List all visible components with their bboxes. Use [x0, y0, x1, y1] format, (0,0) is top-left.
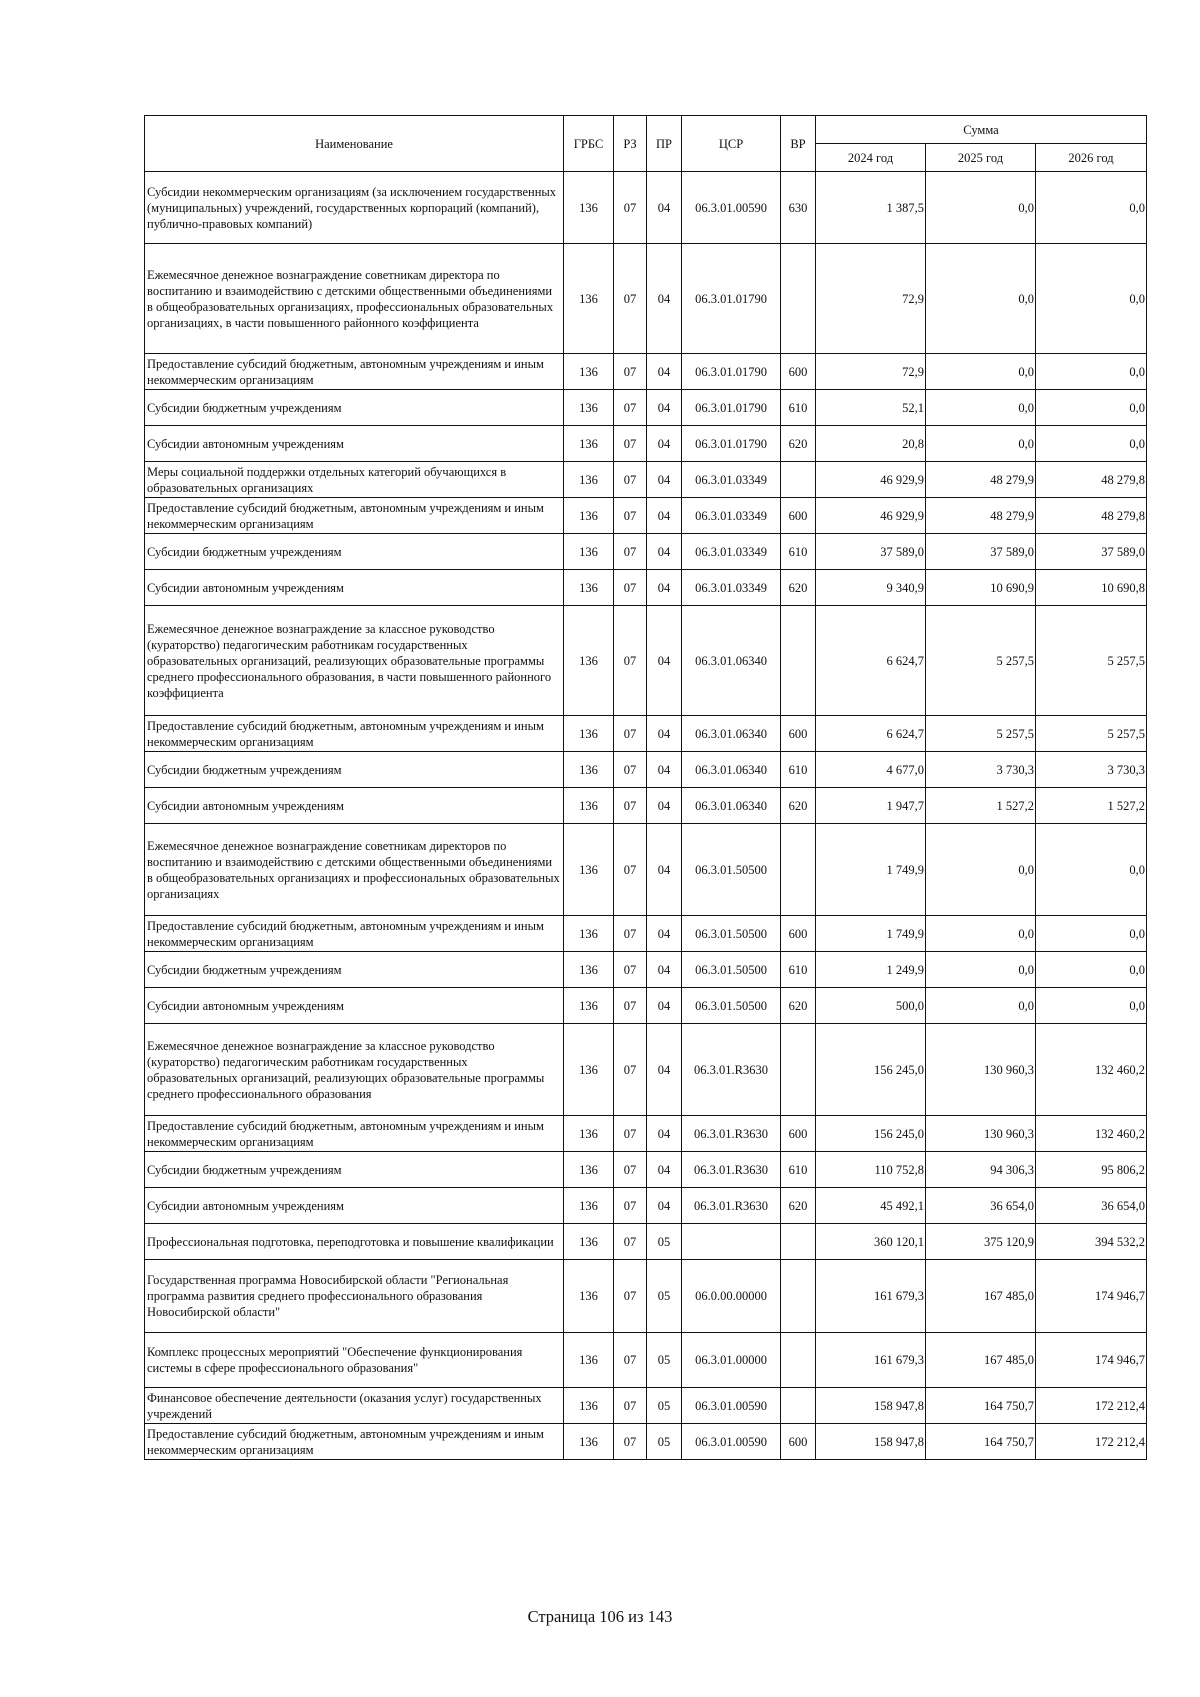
row-rz: 07	[614, 1116, 647, 1152]
table-body	[145, 172, 1147, 1460]
row-sum-2026: 0,0	[1036, 952, 1147, 988]
row-sum-2025: 0,0	[926, 916, 1036, 952]
row-grbs: 136	[564, 244, 614, 354]
table-row	[145, 534, 1147, 570]
row-sum-2024: 52,1	[816, 390, 926, 426]
row-csr: 06.3.01.01790	[682, 354, 781, 390]
row-sum-2025: 48 279,9	[926, 462, 1036, 498]
row-pr: 04	[647, 1116, 682, 1152]
row-grbs: 136	[564, 1024, 614, 1116]
row-sum-2026: 95 806,2	[1036, 1152, 1147, 1188]
row-vr	[781, 1024, 816, 1116]
header-vr: ВР	[781, 116, 816, 172]
row-rz: 07	[614, 952, 647, 988]
row-name: Предоставление субсидий бюджетным, автономным учреждениям и иным некоммерческим организациям	[145, 354, 564, 390]
row-rz: 07	[614, 172, 647, 244]
row-rz: 07	[614, 988, 647, 1024]
header-csr: ЦСР	[682, 116, 781, 172]
row-sum-2025: 0,0	[926, 824, 1036, 916]
row-grbs: 136	[564, 916, 614, 952]
row-pr: 04	[647, 916, 682, 952]
table-row	[145, 988, 1147, 1024]
row-sum-2025: 130 960,3	[926, 1024, 1036, 1116]
row-rz: 07	[614, 1188, 647, 1224]
header-grbs: ГРБС	[564, 116, 614, 172]
row-grbs: 136	[564, 716, 614, 752]
row-rz: 07	[614, 534, 647, 570]
row-csr: 06.3.01.R3630	[682, 1116, 781, 1152]
row-sum-2024: 1 387,5	[816, 172, 926, 244]
row-sum-2026: 394 532,2	[1036, 1224, 1147, 1260]
row-csr: 06.3.01.50500	[682, 916, 781, 952]
row-name: Субсидии некоммерческим организациям (за исключением государственных (муниципальных) учреждений, государственных корпораций (компаний), публично-правовых компаний)	[145, 172, 564, 244]
table-row	[145, 1424, 1147, 1460]
row-grbs: 136	[564, 1260, 614, 1333]
row-csr: 06.3.01.06340	[682, 716, 781, 752]
row-sum-2024: 158 947,8	[816, 1388, 926, 1424]
header-2026: 2026 год	[1036, 144, 1147, 172]
row-csr: 06.3.01.50500	[682, 952, 781, 988]
row-rz: 07	[614, 1424, 647, 1460]
row-grbs: 136	[564, 752, 614, 788]
table-row	[145, 606, 1147, 716]
row-csr	[682, 1224, 781, 1260]
row-grbs: 136	[564, 606, 614, 716]
row-csr: 06.3.01.03349	[682, 534, 781, 570]
row-csr: 06.3.01.01790	[682, 426, 781, 462]
table-row	[145, 1333, 1147, 1388]
row-sum-2024: 110 752,8	[816, 1152, 926, 1188]
row-rz: 07	[614, 1224, 647, 1260]
row-grbs: 136	[564, 462, 614, 498]
row-grbs: 136	[564, 1424, 614, 1460]
row-sum-2025: 94 306,3	[926, 1152, 1036, 1188]
row-sum-2026: 37 589,0	[1036, 534, 1147, 570]
row-sum-2025: 0,0	[926, 426, 1036, 462]
row-rz: 07	[614, 916, 647, 952]
table-header	[145, 116, 1147, 172]
row-sum-2025: 167 485,0	[926, 1333, 1036, 1388]
row-vr	[781, 606, 816, 716]
row-name: Финансовое обеспечение деятельности (оказания услуг) государственных учреждений	[145, 1388, 564, 1424]
row-grbs: 136	[564, 426, 614, 462]
row-sum-2025: 0,0	[926, 244, 1036, 354]
row-csr: 06.3.01.50500	[682, 988, 781, 1024]
row-grbs: 136	[564, 1388, 614, 1424]
row-sum-2024: 9 340,9	[816, 570, 926, 606]
row-sum-2026: 0,0	[1036, 172, 1147, 244]
row-rz: 07	[614, 824, 647, 916]
row-pr: 04	[647, 244, 682, 354]
row-grbs: 136	[564, 172, 614, 244]
row-sum-2024: 72,9	[816, 244, 926, 354]
row-csr: 06.3.01.R3630	[682, 1024, 781, 1116]
row-pr: 04	[647, 172, 682, 244]
row-rz: 07	[614, 1388, 647, 1424]
row-csr: 06.3.01.03349	[682, 462, 781, 498]
row-vr	[781, 1224, 816, 1260]
row-pr: 04	[647, 952, 682, 988]
row-name: Предоставление субсидий бюджетным, автономным учреждениям и иным некоммерческим организациям	[145, 716, 564, 752]
row-sum-2024: 1 749,9	[816, 916, 926, 952]
row-sum-2025: 0,0	[926, 988, 1036, 1024]
row-sum-2025: 1 527,2	[926, 788, 1036, 824]
page-number: Страница 106 из 143	[527, 1607, 673, 1626]
row-name: Субсидии автономным учреждениям	[145, 1188, 564, 1224]
row-sum-2026: 0,0	[1036, 354, 1147, 390]
row-name: Субсидии бюджетным учреждениям	[145, 534, 564, 570]
row-sum-2025: 375 120,9	[926, 1224, 1036, 1260]
row-name: Ежемесячное денежное вознаграждение за классное руководство (кураторство) педагогическим работникам государственных образовательных организаций, реализующих образовательные программы среднего профессионального образования	[145, 1024, 564, 1116]
row-sum-2025: 0,0	[926, 354, 1036, 390]
row-grbs: 136	[564, 1116, 614, 1152]
row-sum-2024: 1 947,7	[816, 788, 926, 824]
row-pr: 04	[647, 988, 682, 1024]
row-name: Ежемесячное денежное вознаграждение за классное руководство (кураторство) педагогическим работникам государственных образовательных организаций, реализующих образовательные программы среднего профессионального образования, в части повышенного районного коэффициента	[145, 606, 564, 716]
row-vr	[781, 1388, 816, 1424]
row-vr: 620	[781, 570, 816, 606]
row-rz: 07	[614, 462, 647, 498]
row-rz: 07	[614, 716, 647, 752]
row-sum-2024: 45 492,1	[816, 1188, 926, 1224]
row-sum-2024: 1 249,9	[816, 952, 926, 988]
row-rz: 07	[614, 426, 647, 462]
row-csr: 06.3.01.01790	[682, 390, 781, 426]
row-pr: 04	[647, 390, 682, 426]
row-pr: 05	[647, 1333, 682, 1388]
row-grbs: 136	[564, 1333, 614, 1388]
row-csr: 06.3.01.06340	[682, 788, 781, 824]
row-name: Предоставление субсидий бюджетным, автономным учреждениям и иным некоммерческим организациям	[145, 1116, 564, 1152]
row-vr: 610	[781, 752, 816, 788]
row-pr: 04	[647, 716, 682, 752]
row-sum-2026: 3 730,3	[1036, 752, 1147, 788]
row-csr: 06.3.01.R3630	[682, 1188, 781, 1224]
row-sum-2026: 0,0	[1036, 390, 1147, 426]
row-rz: 07	[614, 1333, 647, 1388]
row-sum-2026: 172 212,4	[1036, 1388, 1147, 1424]
row-sum-2025: 5 257,5	[926, 716, 1036, 752]
row-csr: 06.3.01.03349	[682, 498, 781, 534]
row-sum-2026: 132 460,2	[1036, 1024, 1147, 1116]
table-row	[145, 952, 1147, 988]
row-vr	[781, 824, 816, 916]
row-sum-2026: 174 946,7	[1036, 1260, 1147, 1333]
header-2024: 2024 год	[816, 144, 926, 172]
row-pr: 04	[647, 606, 682, 716]
row-csr: 06.3.01.00590	[682, 1388, 781, 1424]
row-sum-2024: 46 929,9	[816, 498, 926, 534]
row-csr: 06.3.01.00000	[682, 1333, 781, 1388]
row-grbs: 136	[564, 570, 614, 606]
row-rz: 07	[614, 788, 647, 824]
row-vr: 620	[781, 788, 816, 824]
row-rz: 07	[614, 1152, 647, 1188]
row-sum-2026: 174 946,7	[1036, 1333, 1147, 1388]
row-vr: 600	[781, 716, 816, 752]
table-row	[145, 1188, 1147, 1224]
row-pr: 04	[647, 1188, 682, 1224]
row-sum-2026: 0,0	[1036, 916, 1147, 952]
table-row	[145, 498, 1147, 534]
row-csr: 06.3.01.00590	[682, 172, 781, 244]
row-sum-2024: 6 624,7	[816, 606, 926, 716]
row-grbs: 136	[564, 498, 614, 534]
row-sum-2025: 3 730,3	[926, 752, 1036, 788]
table-row	[145, 426, 1147, 462]
row-sum-2025: 0,0	[926, 390, 1036, 426]
row-vr: 600	[781, 1116, 816, 1152]
row-pr: 05	[647, 1260, 682, 1333]
row-vr	[781, 244, 816, 354]
row-pr: 04	[647, 426, 682, 462]
row-grbs: 136	[564, 1152, 614, 1188]
row-sum-2026: 5 257,5	[1036, 716, 1147, 752]
row-sum-2024: 161 679,3	[816, 1260, 926, 1333]
row-vr: 620	[781, 426, 816, 462]
row-sum-2025: 0,0	[926, 952, 1036, 988]
row-sum-2024: 4 677,0	[816, 752, 926, 788]
row-sum-2025: 37 589,0	[926, 534, 1036, 570]
row-sum-2025: 48 279,9	[926, 498, 1036, 534]
row-csr: 06.3.01.03349	[682, 570, 781, 606]
table-row	[145, 916, 1147, 952]
row-sum-2024: 37 589,0	[816, 534, 926, 570]
header-pr: ПР	[647, 116, 682, 172]
row-sum-2024: 1 749,9	[816, 824, 926, 916]
row-sum-2024: 161 679,3	[816, 1333, 926, 1388]
row-vr: 620	[781, 988, 816, 1024]
row-pr: 04	[647, 462, 682, 498]
row-rz: 07	[614, 244, 647, 354]
row-pr: 05	[647, 1224, 682, 1260]
row-name: Предоставление субсидий бюджетным, автономным учреждениям и иным некоммерческим организациям	[145, 498, 564, 534]
row-name: Субсидии бюджетным учреждениям	[145, 1152, 564, 1188]
table-row	[145, 788, 1147, 824]
row-csr: 06.3.01.06340	[682, 606, 781, 716]
row-csr: 06.3.01.50500	[682, 824, 781, 916]
row-sum-2026: 5 257,5	[1036, 606, 1147, 716]
row-sum-2026: 48 279,8	[1036, 462, 1147, 498]
row-sum-2026: 0,0	[1036, 824, 1147, 916]
header-sum: Сумма	[816, 116, 1147, 144]
row-csr: 06.0.00.00000	[682, 1260, 781, 1333]
row-pr: 04	[647, 1152, 682, 1188]
table-row	[145, 824, 1147, 916]
table-row	[145, 1024, 1147, 1116]
row-grbs: 136	[564, 1224, 614, 1260]
row-grbs: 136	[564, 354, 614, 390]
row-name: Субсидии бюджетным учреждениям	[145, 952, 564, 988]
row-sum-2025: 164 750,7	[926, 1424, 1036, 1460]
row-sum-2024: 156 245,0	[816, 1116, 926, 1152]
row-rz: 07	[614, 498, 647, 534]
table-row	[145, 390, 1147, 426]
row-sum-2024: 20,8	[816, 426, 926, 462]
row-name: Субсидии автономным учреждениям	[145, 988, 564, 1024]
row-sum-2025: 164 750,7	[926, 1388, 1036, 1424]
row-rz: 07	[614, 390, 647, 426]
row-sum-2026: 0,0	[1036, 244, 1147, 354]
row-sum-2025: 36 654,0	[926, 1188, 1036, 1224]
row-pr: 04	[647, 570, 682, 606]
row-sum-2026: 132 460,2	[1036, 1116, 1147, 1152]
row-sum-2024: 46 929,9	[816, 462, 926, 498]
row-name: Субсидии автономным учреждениям	[145, 570, 564, 606]
row-grbs: 136	[564, 788, 614, 824]
row-name: Предоставление субсидий бюджетным, автономным учреждениям и иным некоммерческим организациям	[145, 1424, 564, 1460]
row-sum-2026: 36 654,0	[1036, 1188, 1147, 1224]
row-sum-2026: 172 212,4	[1036, 1424, 1147, 1460]
row-name: Субсидии автономным учреждениям	[145, 426, 564, 462]
table-row	[145, 752, 1147, 788]
row-vr: 610	[781, 952, 816, 988]
row-vr	[781, 1333, 816, 1388]
table-row	[145, 172, 1147, 244]
row-rz: 07	[614, 1260, 647, 1333]
row-pr: 04	[647, 354, 682, 390]
row-name: Профессиональная подготовка, переподготовка и повышение квалификации	[145, 1224, 564, 1260]
row-name: Меры социальной поддержки отдельных категорий обучающихся в образовательных организациях	[145, 462, 564, 498]
row-vr: 630	[781, 172, 816, 244]
row-vr: 610	[781, 1152, 816, 1188]
row-vr	[781, 462, 816, 498]
row-pr: 04	[647, 752, 682, 788]
row-pr: 04	[647, 788, 682, 824]
row-pr: 04	[647, 824, 682, 916]
row-sum-2024: 156 245,0	[816, 1024, 926, 1116]
row-grbs: 136	[564, 390, 614, 426]
row-vr: 620	[781, 1188, 816, 1224]
row-sum-2024: 500,0	[816, 988, 926, 1024]
table-row	[145, 244, 1147, 354]
row-vr: 610	[781, 390, 816, 426]
row-rz: 07	[614, 606, 647, 716]
row-pr: 04	[647, 498, 682, 534]
row-name: Субсидии бюджетным учреждениям	[145, 752, 564, 788]
row-rz: 07	[614, 1024, 647, 1116]
row-vr: 600	[781, 1424, 816, 1460]
table-row	[145, 570, 1147, 606]
row-sum-2024: 72,9	[816, 354, 926, 390]
row-pr: 05	[647, 1388, 682, 1424]
row-vr: 600	[781, 916, 816, 952]
header-2025: 2025 год	[926, 144, 1036, 172]
row-sum-2026: 48 279,8	[1036, 498, 1147, 534]
row-grbs: 136	[564, 988, 614, 1024]
row-grbs: 136	[564, 952, 614, 988]
row-sum-2024: 158 947,8	[816, 1424, 926, 1460]
row-pr: 04	[647, 534, 682, 570]
row-rz: 07	[614, 752, 647, 788]
table-row	[145, 1116, 1147, 1152]
row-vr: 600	[781, 498, 816, 534]
table-row	[145, 1224, 1147, 1260]
row-name: Предоставление субсидий бюджетным, автономным учреждениям и иным некоммерческим организациям	[145, 916, 564, 952]
row-csr: 06.3.01.R3630	[682, 1152, 781, 1188]
row-name: Ежемесячное денежное вознаграждение советникам директоров по воспитанию и взаимодействию с детскими общественными объединениями в общеобразовательных организациях и профессиональных образовательных организациях	[145, 824, 564, 916]
row-rz: 07	[614, 354, 647, 390]
row-sum-2026: 0,0	[1036, 426, 1147, 462]
table-row	[145, 354, 1147, 390]
header-rz: РЗ	[614, 116, 647, 172]
budget-table	[144, 115, 1147, 1460]
row-sum-2025: 5 257,5	[926, 606, 1036, 716]
row-rz: 07	[614, 570, 647, 606]
row-grbs: 136	[564, 824, 614, 916]
row-name: Субсидии автономным учреждениям	[145, 788, 564, 824]
table-row	[145, 1152, 1147, 1188]
row-sum-2025: 130 960,3	[926, 1116, 1036, 1152]
row-vr: 600	[781, 354, 816, 390]
table-row	[145, 716, 1147, 752]
row-vr	[781, 1260, 816, 1333]
row-vr: 610	[781, 534, 816, 570]
table-row	[145, 1388, 1147, 1424]
row-pr: 04	[647, 1024, 682, 1116]
row-sum-2026: 0,0	[1036, 988, 1147, 1024]
row-sum-2026: 1 527,2	[1036, 788, 1147, 824]
row-pr: 05	[647, 1424, 682, 1460]
row-sum-2024: 360 120,1	[816, 1224, 926, 1260]
row-grbs: 136	[564, 534, 614, 570]
row-csr: 06.3.01.00590	[682, 1424, 781, 1460]
table-row	[145, 462, 1147, 498]
row-sum-2025: 167 485,0	[926, 1260, 1036, 1333]
table-row	[145, 1260, 1147, 1333]
header-name: Наименование	[145, 116, 564, 172]
row-sum-2025: 10 690,9	[926, 570, 1036, 606]
row-csr: 06.3.01.06340	[682, 752, 781, 788]
row-sum-2025: 0,0	[926, 172, 1036, 244]
row-sum-2024: 6 624,7	[816, 716, 926, 752]
row-name: Субсидии бюджетным учреждениям	[145, 390, 564, 426]
row-csr: 06.3.01.01790	[682, 244, 781, 354]
row-name: Государственная программа Новосибирской области "Региональная программа развития среднего профессионального образования Новосибирской области"	[145, 1260, 564, 1333]
row-name: Ежемесячное денежное вознаграждение советникам директора по воспитанию и взаимодействию с детскими общественными объединениями в общеобразовательных организациях, профессиональных образовательных организациях, в части повышенного районного коэффициента	[145, 244, 564, 354]
row-name: Комплекс процессных мероприятий "Обеспечение функционирования системы в сфере профессионального образования"	[145, 1333, 564, 1388]
row-sum-2026: 10 690,8	[1036, 570, 1147, 606]
row-grbs: 136	[564, 1188, 614, 1224]
